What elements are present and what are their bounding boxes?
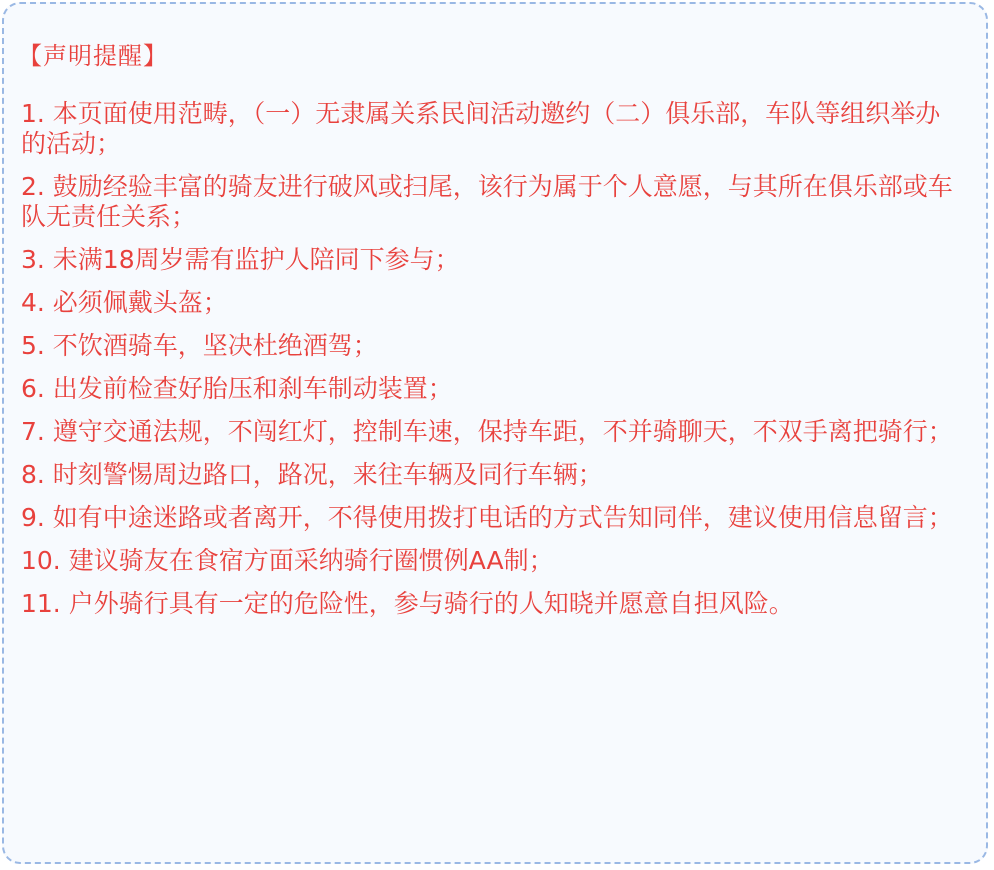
notice-item-9: 9. 如有中途迷路或者离开，不得使用拨打电话的方式告知同伴，建议使用信息留言； bbox=[21, 503, 953, 532]
notice-item-3: 3. 未满18周岁需有监护人陪同下参与； bbox=[21, 245, 460, 274]
notice-item-5: 5. 不饮酒骑车，坚决杜绝酒驾； bbox=[21, 331, 378, 360]
notice-item-7: 7. 遵守交通法规，不闯红灯，控制车速，保持车距，不并骑聊天，不双手离把骑行； bbox=[21, 417, 953, 446]
notice-card bbox=[2, 2, 988, 864]
notice-list bbox=[21, 99, 961, 632]
notice-title: 【声明提醒】 bbox=[18, 42, 168, 70]
notice-item-2: 2. 鼓励经验丰富的骑友进行破风或扫尾，该行为属于个人意愿，与其所在俱乐部或车队无责任关系； bbox=[21, 172, 953, 231]
notice-item-6: 6. 出发前检查好胎压和刹车制动装置； bbox=[21, 374, 453, 403]
notice-item-1: 1. 本页面使用范畴，（一）无隶属关系民间活动邀约（二）俱乐部，车队等组织举办的活动； bbox=[21, 99, 941, 158]
notice-item-8: 8. 时刻警惕周边路口，路况，来往车辆及同行车辆； bbox=[21, 460, 603, 489]
notice-item-11: 11. 户外骑行具有一定的危险性，参与骑行的人知晓并愿意自担风险。 bbox=[21, 589, 794, 618]
notice-item-4: 4. 必须佩戴头盔； bbox=[21, 288, 228, 317]
notice-item-10: 10. 建议骑友在食宿方面采纳骑行圈惯例AA制； bbox=[21, 546, 554, 575]
